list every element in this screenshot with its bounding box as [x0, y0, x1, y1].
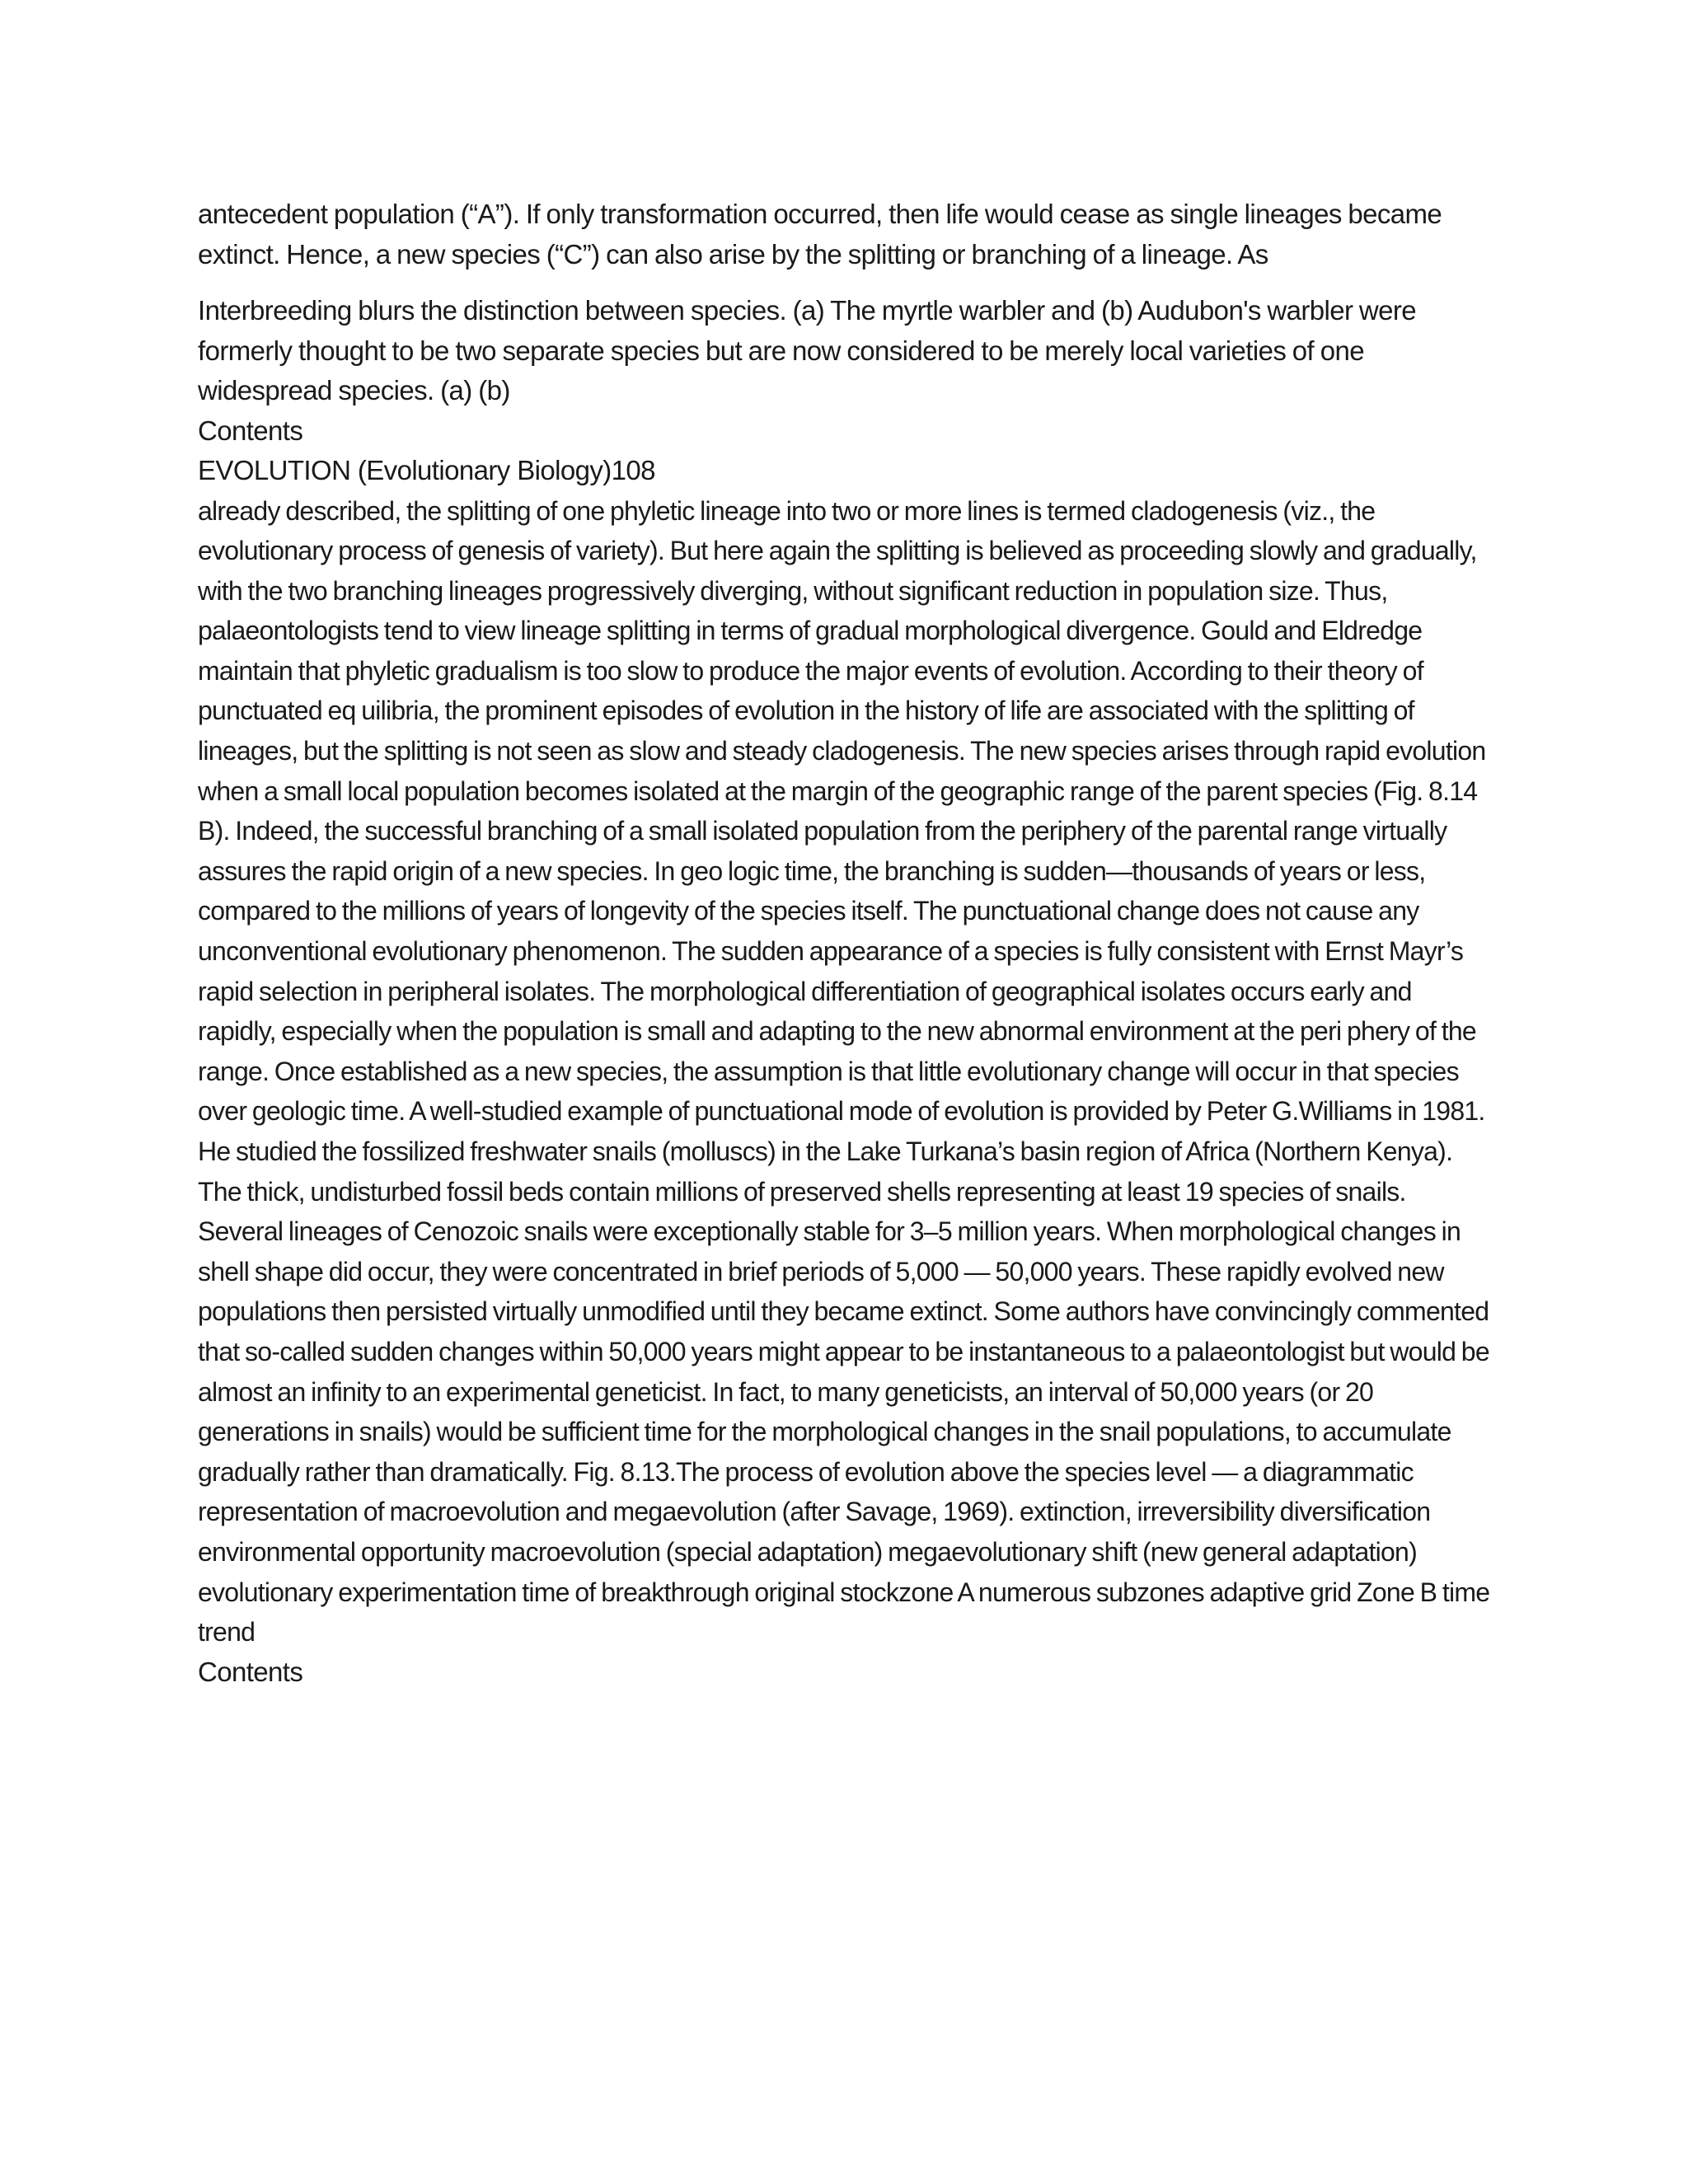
contents-link-top[interactable]: Contents [198, 415, 303, 446]
running-header: EVOLUTION (Evolutionary Biology)108 [198, 455, 655, 485]
figure-caption-paragraph: Interbreeding blurs the distinction between species. (a) The myrtle warbler and (b) Audubon's warbler were formerly thought to be two separate species but are now considered to be merely local varieties of one widespread species. (a) (b) [198, 295, 1417, 405]
intro-paragraph: antecedent population (“A”). If only transformation occurred, then life would cease as single lineages became extinct. Hence, a new species (“C”) can also arise by the splitting or branching of a lineage. As [198, 199, 1442, 269]
main-body-paragraph: already described, the splitting of one phyletic lineage into two or more lines is termed cladogenesis (viz., the evolutionary process of genesis of variety). But here again the splitting is believed as proceeding slowly and gradually, with the two branching lineages progressively diverging, without significant reduction in population size. Thus, palaeontologists tend to view lineage splitting in terms of gradual morphological divergence. Gould and Eldredge maintain that phyletic gradualism is too slow to produce the major events of evolution. According to their theory of punctuated eq uilibria, the prominent episodes of evolution in the history of life are associated with the splitting of lineages, but the splitting is not seen as slow and steady cladogenesis. The new species arises through rapid evolution when a small local population becomes isolated at the margin of the geographic range of the parent species (Fig. 8.14 B). Indeed, the successful branching of a small isolated population from the periphery of the parental range virtually assures the rapid origin of a new species. In geo logic time, the branching is sudden—thousands of years or less, compared to the millions of years of longevity of the species itself. The punctuational change does not cause any unconventional evolutionary phenomenon. The sudden appearance of a species is fully consistent with Ernst Mayr’s rapid selection in peripheral isolates. The morphological differentiation of geographical isolates occurs early and rapidly, especially when the population is small and adapting to the new abnormal environment at the peri phery of the range. Once established as a new species, the assumption is that little evolutionary change will occur in that species over geologic time. A well-studied example of punctuational mode of evolution is provided by Peter G.Williams in 1981. He studied the fossilized freshwater snails (molluscs) in the Lake Turkana’s basin region of Africa (Northern Kenya). The thick, undisturbed fossil beds contain millions of preserved shells representing at least 19 species of snails. Several lineages of Cenozoic snails were exceptionally stable for 3–5 million years. When morphological changes in shell shape did occur, they were concentrated in brief periods of 5,000 — 50,000 years. These rapidly evolved new populations then persisted virtually unmodified until they became extinct. Some authors have convincingly commented that so-called sudden changes within 50,000 years might appear to be instantaneous to a palaeontologist but would be almost an infinity to an experimental geneticist. In fact, to many geneticists, an interval of 50,000 years (or 20 generations in snails) would be sufficient time for the morphological changes in the snail populations, to accumulate gradually rather than dramatically. Fig. 8.13.The process of evolution above the species level — a diagrammatic representation of macroevolution and megaevolution (after Savage, 1969). extinction, irreversibility diversification environmental opportunity macroevolution (special adaptation) megaevolutionary shift (new general adaptation) evolutionary experimentation time of breakthrough original stockzone A numerous subzones adaptive grid Zone B time trend [198, 495, 1490, 1647]
contents-link-bottom[interactable]: Contents [198, 1656, 303, 1687]
document-page [198, 194, 1492, 1692]
